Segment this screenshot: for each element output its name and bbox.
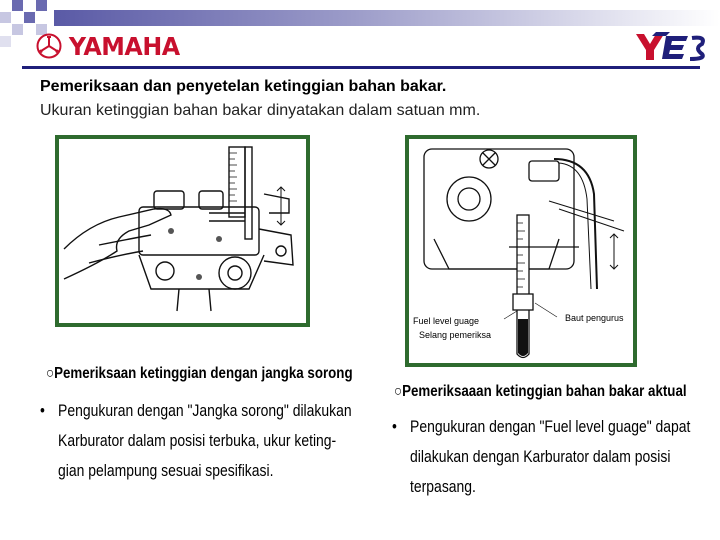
right-bullet-line-3: terpasang. bbox=[410, 477, 476, 496]
carburetor-caliper-illustration bbox=[59, 139, 306, 323]
figure-caliper-measurement bbox=[55, 135, 310, 327]
header-divider bbox=[22, 66, 700, 69]
figure-fuel-level-gauge bbox=[405, 135, 637, 367]
left-bullet-line-3: gian pelampung sesuai spesifikasi. bbox=[58, 461, 274, 480]
circle-bullet-icon: ○ bbox=[46, 365, 55, 382]
right-bullet-list bbox=[392, 412, 690, 502]
slide-title: Pemeriksaan dan penyetelan ketinggian bahan bakar. bbox=[40, 78, 447, 95]
slide-subtitle: Ukuran ketinggian bahan bakar dinyatakan dalam satuan mm. bbox=[40, 102, 481, 119]
brand-name: YAMAHA bbox=[68, 31, 180, 61]
left-bullet-list bbox=[40, 396, 352, 486]
left-bullet-line-1 bbox=[40, 396, 352, 426]
right-bullet-line-1 bbox=[392, 412, 690, 442]
yamaha-logo bbox=[36, 31, 183, 61]
tuning-fork-icon bbox=[36, 33, 62, 59]
right-heading-text: Pemeriksaaan ketinggian bahan bakar aktual bbox=[402, 383, 687, 400]
bullet-dot-icon: • bbox=[392, 417, 397, 436]
left-heading-text: Pemeriksaan ketinggian dengan jangka sorong bbox=[54, 365, 353, 382]
label-selang-pemeriksa: Selang pemeriksa bbox=[419, 330, 492, 340]
label-fuel-level-guage: Fuel level guage bbox=[413, 316, 480, 326]
label-baut-pengurus: Baut pengurus bbox=[565, 313, 624, 323]
circle-bullet-icon: ○ bbox=[394, 383, 403, 400]
left-bullet-text-1: Pengukuran dengan "Jangka sorong" dilakukan bbox=[58, 401, 352, 420]
yes-logo bbox=[636, 32, 708, 62]
right-bullet-text-1: Pengukuran dengan "Fuel level guage" dapat bbox=[410, 417, 691, 436]
right-bullet-line-2: dilakukan dengan Karburator dalam posisi bbox=[410, 447, 671, 466]
header-band bbox=[54, 10, 720, 26]
left-heading bbox=[46, 365, 353, 383]
right-heading bbox=[394, 383, 687, 401]
left-bullet-line-2: Karburator dalam posisi terbuka, ukur keting- bbox=[58, 431, 337, 450]
bullet-dot-icon: • bbox=[40, 401, 45, 420]
fuel-level-gauge-illustration bbox=[409, 139, 633, 363]
